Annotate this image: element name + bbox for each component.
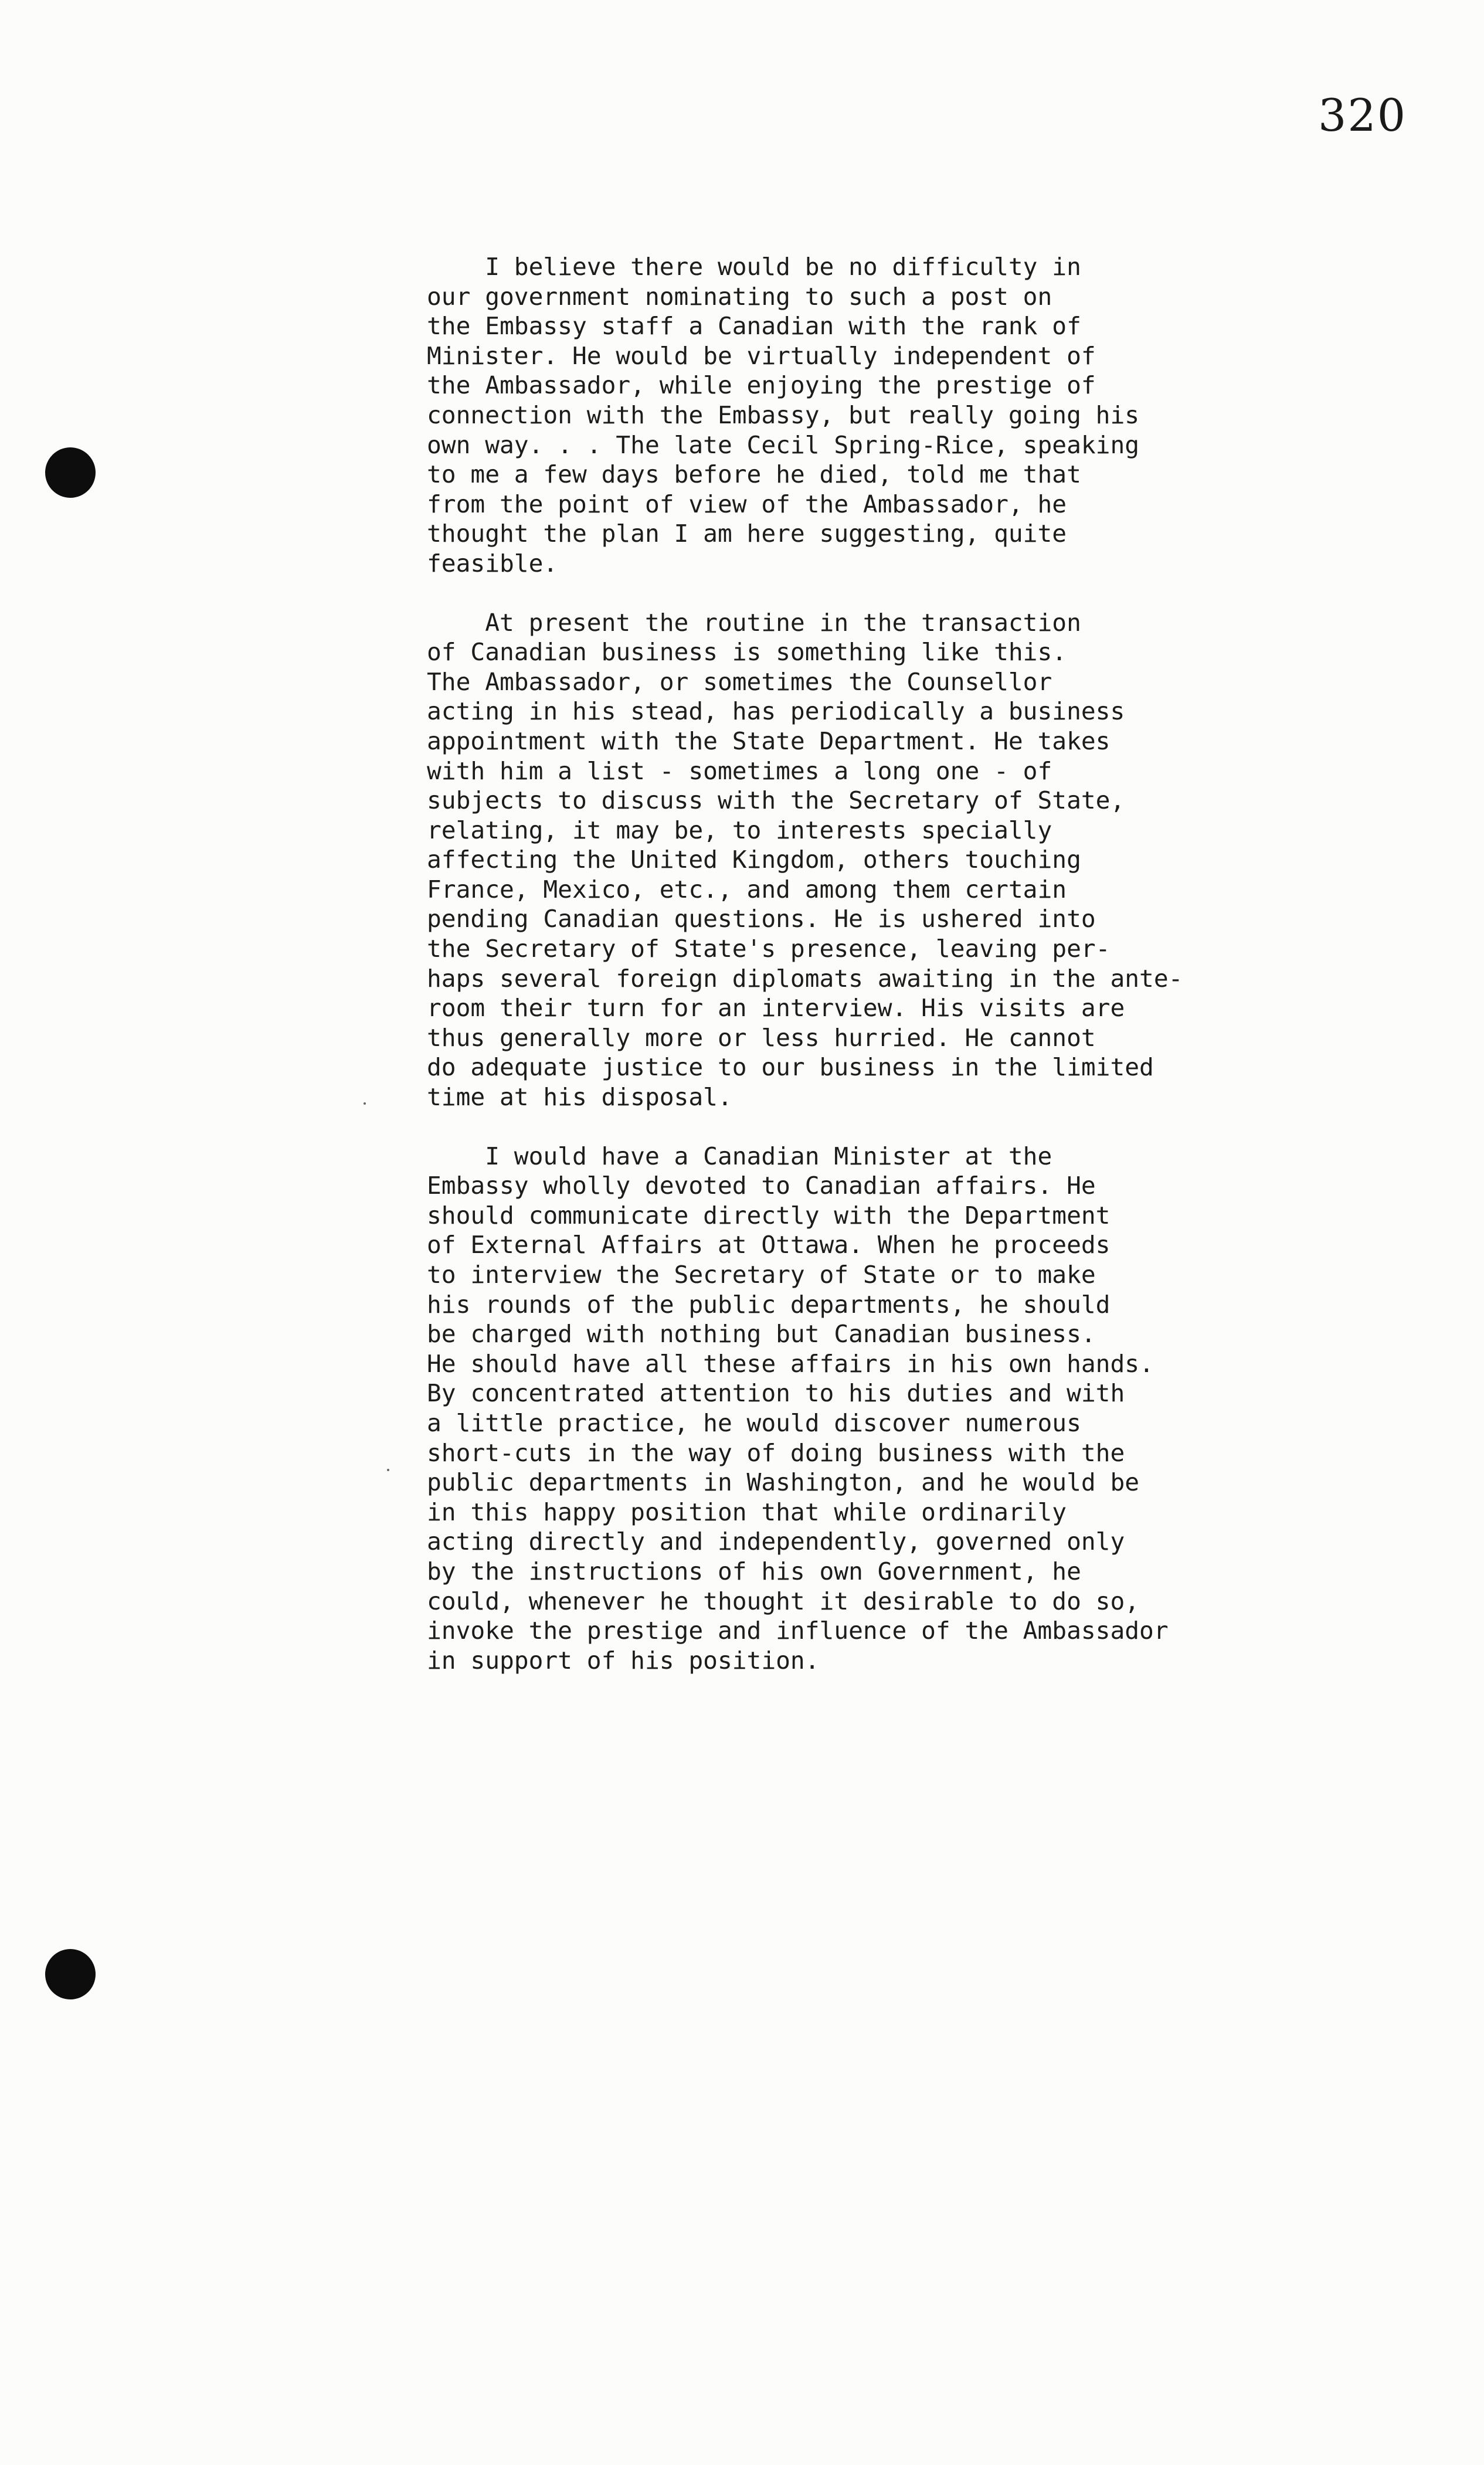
paper-speck: [364, 1102, 366, 1105]
text-line: in support of his position.: [427, 1646, 820, 1675]
text-line: subjects to discuss with the Secretary of State,: [427, 786, 1125, 815]
text-line: his rounds of the public departments, he should: [427, 1290, 1111, 1319]
text-line: be charged with nothing but Canadian business.: [427, 1320, 1096, 1349]
text-line: At present the routine in the transaction: [427, 608, 1081, 637]
text-line: of Canadian business is something like this.: [427, 638, 1067, 667]
text-line: The Ambassador, or sometimes the Counsellor: [427, 667, 1052, 696]
punch-hole-bottom: [45, 1949, 96, 1999]
paragraph-2: [427, 608, 1365, 1112]
text-line: with him a list - sometimes a long one - of: [427, 756, 1052, 785]
text-line: connection with the Embassy, but really going his: [427, 400, 1140, 429]
text-line: invoke the prestige and influence of the Ambassador: [427, 1617, 1169, 1645]
text-line: our government nominating to such a post on: [427, 282, 1052, 311]
text-line: do adequate justice to our business in the limited: [427, 1053, 1154, 1082]
paragraph-3: [427, 1142, 1365, 1676]
text-line: the Secretary of State's presence, leaving per-: [427, 935, 1111, 963]
text-line: acting directly and independently, governed only: [427, 1527, 1125, 1556]
text-line: I would have a Canadian Minister at the: [427, 1142, 1052, 1170]
letter-body: [427, 252, 1365, 1705]
text-line: He should have all these affairs in his own hands.: [427, 1349, 1154, 1378]
text-line: thus generally more or less hurried. He cannot: [427, 1023, 1096, 1052]
text-line: a little practice, he would discover numerous: [427, 1408, 1081, 1437]
text-line: Embassy wholly devoted to Canadian affairs. He: [427, 1172, 1096, 1200]
text-line: thought the plan I am here suggesting, quite: [427, 520, 1067, 548]
text-line: pending Canadian questions. He is ushered into: [427, 905, 1096, 933]
page-number: 320: [1318, 89, 1407, 141]
text-line: own way. . . The late Cecil Spring-Rice, speaking: [427, 430, 1140, 459]
text-line: from the point of view of the Ambassador, he: [427, 490, 1067, 518]
text-line: time at his disposal.: [427, 1083, 732, 1112]
text-line: the Ambassador, while enjoying the prestige of: [427, 371, 1096, 400]
text-line: public departments in Washington, and he would be: [427, 1468, 1140, 1497]
text-line: By concentrated attention to his duties and with: [427, 1379, 1125, 1408]
text-line: feasible.: [427, 549, 558, 578]
punch-hole-top: [45, 447, 96, 498]
text-line: by the instructions of his own Government, he: [427, 1557, 1081, 1585]
text-line: relating, it may be, to interests specially: [427, 816, 1052, 844]
text-line: appointment with the State Department. He takes: [427, 726, 1111, 755]
text-line: should communicate directly with the Department: [427, 1201, 1111, 1230]
paragraph-1: [427, 252, 1365, 579]
paper-speck: [387, 1469, 389, 1471]
text-line: of External Affairs at Ottawa. When he proceeds: [427, 1231, 1111, 1259]
text-line: the Embassy staff a Canadian with the rank of: [427, 312, 1081, 341]
text-line: to interview the Secretary of State or to make: [427, 1261, 1096, 1289]
text-line: to me a few days before he died, told me that: [427, 460, 1081, 489]
text-line: short-cuts in the way of doing business with the: [427, 1438, 1125, 1467]
text-line: room their turn for an interview. His visits are: [427, 994, 1125, 1023]
text-line: I believe there would be no difficulty in: [427, 253, 1081, 281]
text-line: acting in his stead, has periodically a business: [427, 697, 1125, 726]
text-line: Minister. He would be virtually independent of: [427, 341, 1096, 370]
text-line: France, Mexico, etc., and among them certain: [427, 875, 1067, 904]
text-line: haps several foreign diplomats awaiting in the ante-: [427, 964, 1183, 993]
text-line: affecting the United Kingdom, others touching: [427, 846, 1081, 874]
text-line: could, whenever he thought it desirable to do so,: [427, 1587, 1140, 1615]
text-line: in this happy position that while ordinarily: [427, 1498, 1067, 1526]
